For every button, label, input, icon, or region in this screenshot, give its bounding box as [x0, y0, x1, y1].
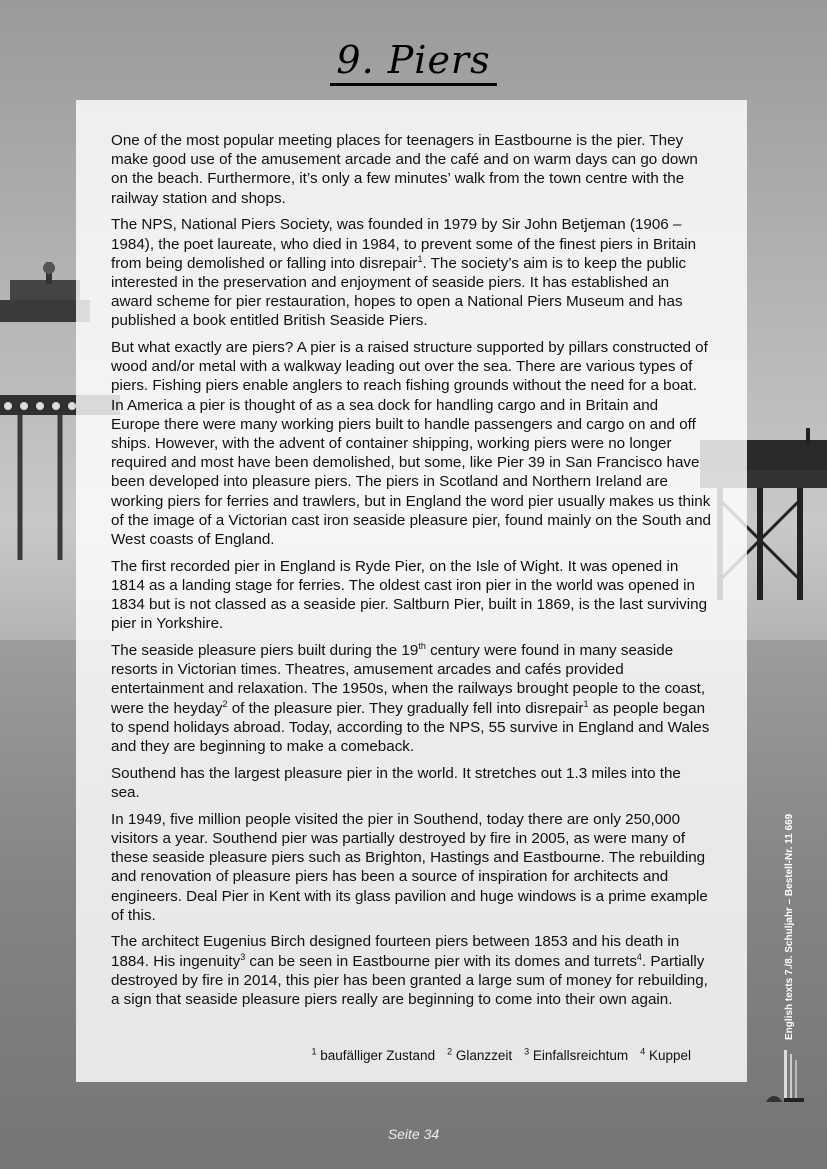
paragraph: In 1949, five million people visited the pier in Southend, today there are only 250,000 visitors a year. Southend pier was partially destroyed by fire in 2005, as were many of these seaside pleasure piers such as Brighton, Hastings and Eastbourne. The rebuilding and renovation of pleasure piers has been a source of inspiration for architects and engineers. Deal Pier in Kent with its glass pavilion and huge windows is a prime example of this.	[111, 810, 708, 924]
footnote-marker: th	[418, 641, 426, 652]
paragraph: The first recorded pier in England is Ryde Pier, on the Isle of Wight. It was opened in 1814 as a landing stage for ferries. The oldest cast iron pier in the world was opened in 1834 but is not classed as a seaside pier. Saltburn Pier, built in 1869, is the last surviving pier in Yorkshire.	[111, 557, 708, 633]
footnote-marker: 1	[583, 698, 589, 709]
paragraph: The NPS, National Piers Society, was founded in 1979 by Sir John Betjeman (1906 – 1984), the poet laureate, who died in 1984, to prevent some of the finest piers in Britain from being demolished or falling into disrepair$^1$. The society’s aim is to keep the public interested in the preservation and enjoyment of seaside piers. It has established an award scheme for pier restauration, hopes to open a National Piers Museum and has published a book entitled British Seaside Piers.	[111, 216, 697, 330]
footnote-marker: 1	[417, 253, 423, 264]
paragraph: But what exactly are piers? A pier is a raised structure supported by pillars constructed of wood and/or metal with a walkway leading out over the sea. There are various types of piers. Fishing piers enable anglers to reach fishing grounds without the need for a boat. In America a pier is thought of as a sea dock for handling cargo and in Britain and Europe there were many working piers built to handle passengers and cargo on and off ships. However, with the advent of container shipping, working piers were no longer required and most have been demolished, but some, like Pier 39 in San Francisco have been developed into pleasure piers. The piers in Scotland and Northern Ireland are working piers for ferries and trawlers, but in England the word pier usually makes us think of the image of a Victorian cast iron seaside pleasure pier, found mainly on the South and West coasts of England.	[111, 339, 712, 549]
footnote-marker: 3	[240, 951, 246, 962]
page-title: 9. Piers	[0, 38, 827, 82]
paragraph: One of the most popular meeting places for teenagers in Eastbourne is the pier. They make good use of the amusement arcade and the café and on warm days can go down on the beach. Furthermore, it’s only a few minutes’ walk from the town centre with the railway station and shops.	[111, 132, 698, 207]
footnotes	[111, 1048, 691, 1063]
paragraph: Southend has the largest pleasure pier in the world. It stretches out 1.3 miles into the sea.	[111, 764, 681, 801]
paragraph: The seaside pleasure piers built during the 19th century were found in many seaside resorts in Victorian times. Theatres, amusement arcades and cafés provided entertainment and relaxation. The 1950s, when the railways brought people to the coast, were the heyday$^2$ of the pleasure pier. They gradually fell into disrepair$^1$ as people began to spend holidays abroad. Today, according to the NPS, 55 survive in England and Wales and they are beginning to make a comeback.	[111, 641, 710, 756]
footnote-marker: 2	[222, 698, 228, 709]
footnote-marker: 4	[636, 951, 642, 962]
footnote-item: $^3$ Einfallsreichtum	[524, 1046, 629, 1063]
article-body	[111, 131, 711, 1017]
paragraph: The architect Eugenius Birch designed fourteen piers between 1853 and his death in 1884. His ingenuity$^3$ can be seen in Eastbourne pier with its domes and turrets$^4$. Partially destroyed by fire in 2014, this pier has been granted a large sum of money for rebuilding, a sign that seaside pleasure piers really are beginning to come into their own again.	[111, 933, 708, 1009]
publisher-side-text: English texts 7./8. Schuljahr – Bestell-Nr. 11 669	[784, 813, 795, 1040]
page-number: Seite 34	[387, 1126, 440, 1142]
publisher-logo-icon	[764, 1050, 808, 1114]
footnote-item: $^1$ baufälliger Zustand	[311, 1046, 436, 1063]
footnote-item: $^4$ Kuppel	[640, 1046, 691, 1063]
footnote-item: $^2$ Glanzzeit	[447, 1046, 513, 1063]
